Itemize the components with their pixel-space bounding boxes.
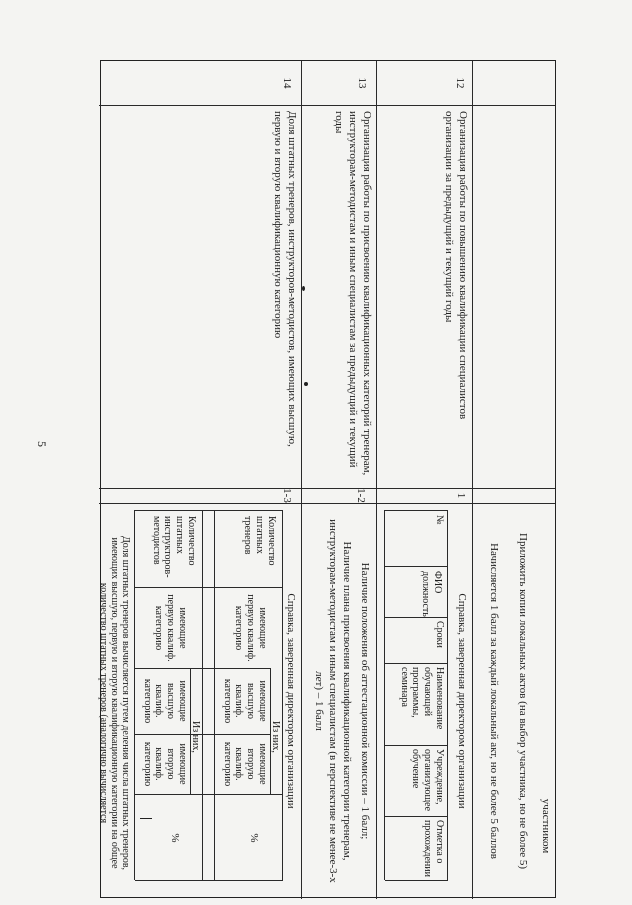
attestation-commission-statement: Наличие положения об аттестационной комиссии – 1 балл; [359, 562, 371, 840]
highest-category-trainers: имеющие высшую квалиф. категорию [221, 678, 268, 724]
local-acts-scoring: Начисляется 1 балл за каждый локальный акт, но не более 5 баллов [488, 543, 500, 859]
criteria-table [97, 60, 556, 898]
second-category-trainers: имеющие вторую квалиф. категорию [221, 741, 268, 787]
table-header-dates: Сроки [434, 621, 445, 648]
rotated-document-content [98, 60, 556, 900]
table-header-completion: Отметка о прохождении [422, 820, 445, 877]
table-header-number: № [434, 515, 445, 525]
methodists-count-label: Количество штатных инструкторов-методистов [150, 516, 197, 578]
participant-label: участником [540, 798, 552, 854]
percent-methodists: % [169, 833, 181, 843]
score-14: 1-3 [281, 488, 293, 503]
row-number-13: 13 [356, 77, 368, 89]
certificate-title-12: Справка, заверенная директором организации [456, 593, 468, 809]
page-number: 5 [35, 441, 49, 447]
first-category-methodists: имеющие первую квалиф. категорию [153, 594, 188, 662]
second-category-methodists: имеющие вторую квалиф. категорию [141, 741, 188, 787]
of-them-label-trainers: Из них, [270, 721, 281, 753]
first-category-trainers: имеющие первую квалиф. категорию [233, 594, 268, 662]
criterion-12: Организация работы по повышению квалификации специалистов организации за предыдущий и текущий годы [443, 111, 469, 420]
row-number-12: 12 [454, 77, 466, 89]
table-header-institution: Учреждение, организующее обучение [410, 749, 445, 812]
criterion-13: Организация работы по присвоению квалификационных категорий тренерам, инструкторам-методистам и иным специалистам за предыдущий и текущий годы [333, 111, 373, 476]
score-12: 1 [455, 492, 467, 499]
local-acts-instruction: Приложить копии локальных актов (на выбор участника, но не более 5) [517, 533, 529, 869]
table-header-program: Наименование обучающей программы, семинара [398, 667, 445, 730]
qualification-plan-statement: Наличие плана присвоения квалификационной категории тренерам, инструкторам-методистам и иным специалистам (в перспективе не менее-3-х лет) – 1 балл [313, 519, 353, 883]
certificate-title-14: Справка, заверенная директором организации [285, 593, 297, 809]
highest-category-methodists: имеющие высшую квалиф. категорию [141, 678, 188, 724]
trainers-count-label: Количество штатных тренеров [242, 516, 277, 566]
percentage-formula-note: Доля штатных тренеров вычисляется путем деления числа штатных тренеров, имеющих высшую, первую и вторую квалификационную категории на общее количество штатных тренеров (аналогично вычисляется [97, 535, 131, 871]
score-13: 1-2 [355, 488, 367, 503]
of-them-label-methodists: Из них, [190, 721, 201, 753]
percent-trainers: % [248, 833, 260, 843]
table-header-fio: ФИО должность [420, 571, 443, 617]
row-number-14: 14 [281, 77, 293, 89]
criterion-14: Доля штатных тренеров, инструкторов-методистов, имеющих высшую, первую и вторую квалификационную категорию [272, 111, 298, 447]
